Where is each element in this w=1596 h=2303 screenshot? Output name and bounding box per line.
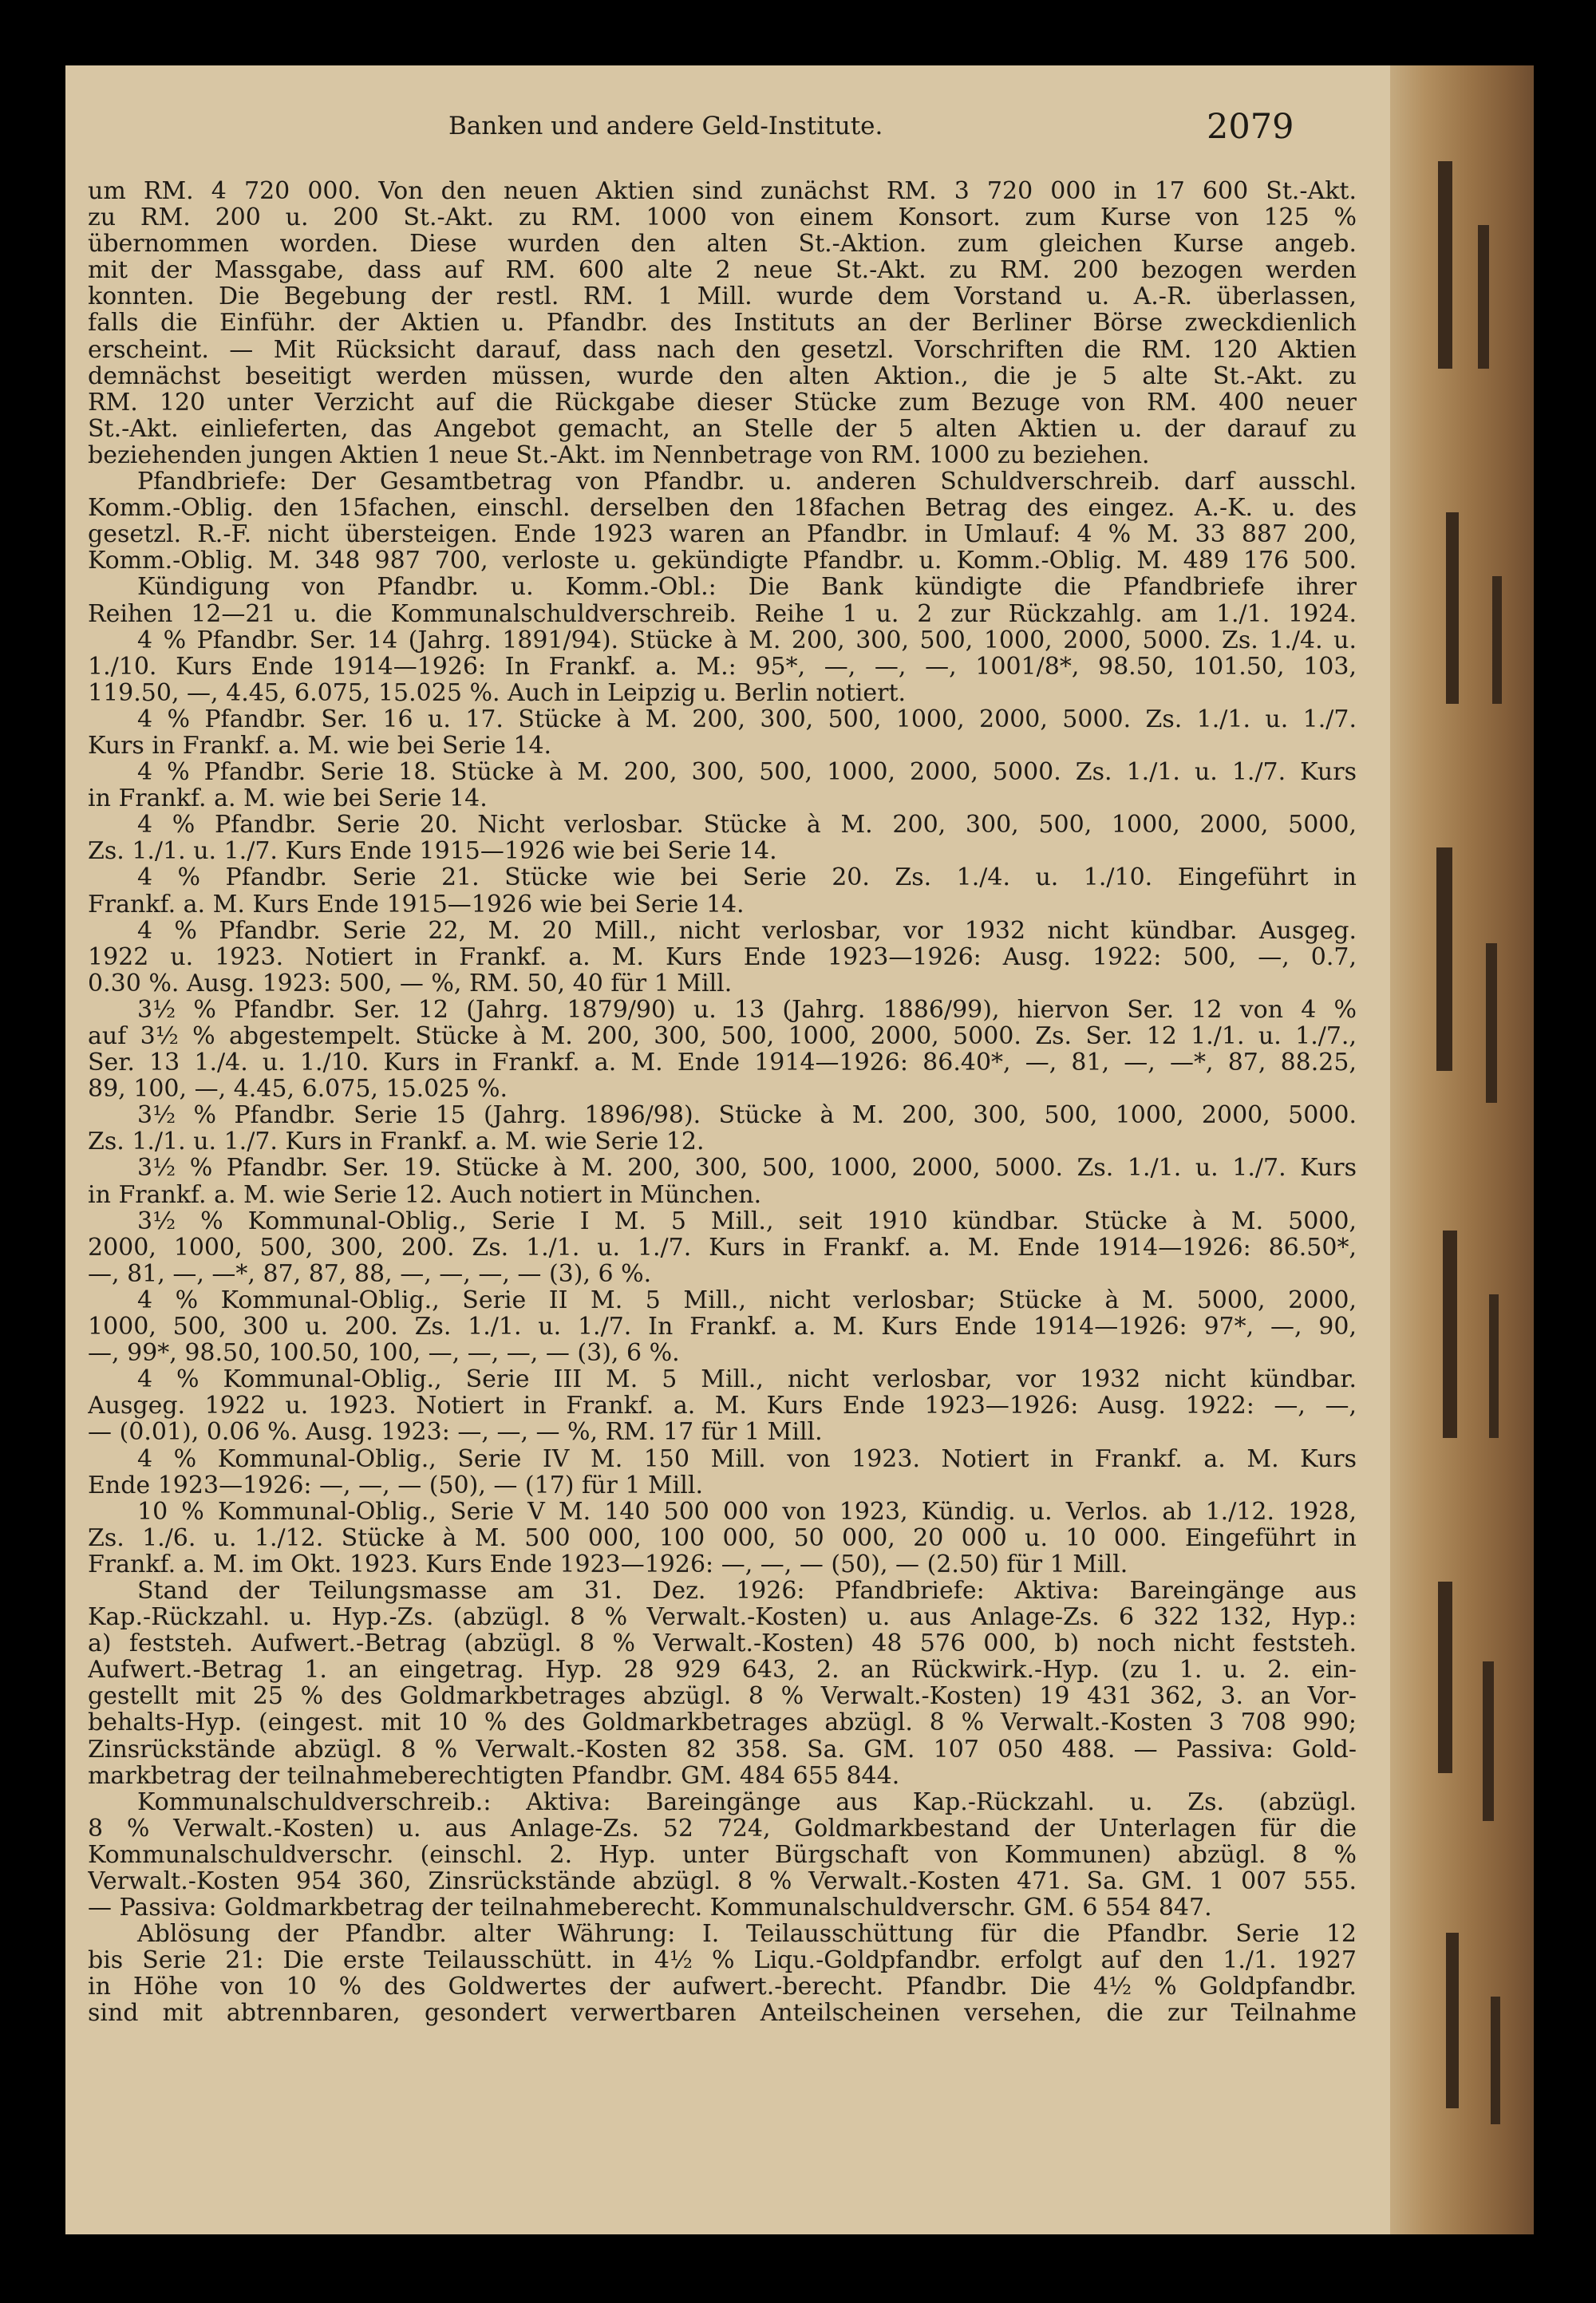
text-line: Zinsrückstände abzügl. 8 % Verwalt.-Kosten 82 358. Sa. GM. 107 050 488. — Passiva: Gold-: [88, 1736, 1357, 1763]
text-line: behalts-Hyp. (eingest. mit 10 % des Goldmarkbetrages abzügl. 8 % Verwalt.-Kosten 3 708 990;: [88, 1709, 1357, 1736]
text-line: Komm.-Oblig. M. 348 987 700, verloste u. gekündigte Pfandbr. u. Komm.-Oblig. M. 489 176 500.: [88, 547, 1357, 575]
page-number: 2079: [1207, 107, 1294, 147]
text-line: Zs. 1./6. u. 1./12. Stücke à M. 500 000, 100 000, 50 000, 20 000 u. 10 000. Eingeführt in: [88, 1524, 1357, 1551]
text-line: Kommunalschuldverschr. (einschl. 2. Hyp. unter Bürgschaft von Kommunen) abzügl. 8 %: [88, 1841, 1357, 1868]
text-line: Kurs in Frankf. a. M. wie bei Serie 14.: [88, 732, 552, 760]
text-line: falls die Einführ. der Aktien u. Pfandbr. des Instituts an der Berliner Börse zweckdienlich: [88, 310, 1357, 337]
text-line: Zs. 1./1. u. 1./7. Kurs Ende 1915—1926 wie bei Serie 14.: [88, 838, 777, 865]
text-line: Komm.-Oblig. den 15fachen, einschl. derselben den 18fachen Betrag des eingez. A.-K. u. des: [88, 495, 1357, 522]
text-line: Frankf. a. M. im Okt. 1923. Kurs Ende 1923—1926: —, —, — (50), — (2.50) für 1 Mill.: [88, 1550, 1128, 1578]
text-line: 1000, 500, 300 u. 200. Zs. 1./1. u. 1./7. In Frankf. a. M. Kurs Ende 1914—1926: 97*, —, 90,: [88, 1313, 1357, 1341]
text-line: 10 % Kommunal-Oblig., Serie V M. 140 500 000 von 1923, Kündig. u. Verlos. ab 1./12. 1928,: [137, 1498, 1357, 1525]
text-line: sind mit abtrennbaren, gesondert verwertbaren Anteilscheinen versehen, die zur Teilnahme: [88, 2000, 1357, 2027]
text-line: übernommen worden. Diese wurden den alten St.-Aktion. zum gleichen Kurse angeb.: [88, 231, 1357, 258]
text-line: 1922 u. 1923. Notiert in Frankf. a. M. Kurs Ende 1923—1926: Ausg. 1922: 500, —, 0.7,: [88, 943, 1357, 970]
text-line: Pfandbriefe: Der Gesamtbetrag von Pfandbr. u. anderen Schuldverschreib. darf ausschl.: [137, 468, 1357, 496]
text-line: bis Serie 21: Die erste Teilausschütt. in 4½ % Liqu.-Goldpfandbr. erfolgt auf den 1./1. 1927: [88, 1947, 1357, 1974]
text-line: 3½ % Pfandbr. Serie 15 (Jahrg. 1896/98). Stücke à M. 200, 300, 500, 1000, 2000, 5000.: [137, 1102, 1357, 1129]
text-line: Reihen 12—21 u. die Kommunalschuldverschreib. Reihe 1 u. 2 zur Rückzahlg. am 1./1. 1924.: [88, 600, 1357, 627]
text-line: demnächst beseitigt werden müssen, wurde den alten Aktion., die je 5 alte St.-Akt. zu: [88, 362, 1357, 389]
text-line: a) feststeh. Aufwert.-Betrag (abzügl. 8 % Verwalt.-Kosten) 48 576 000, b) noch nicht feststeh.: [88, 1630, 1357, 1657]
text-line: gesetzl. R.-F. nicht übersteigen. Ende 1923 waren an Pfandbr. in Umlauf: 4 % M. 33 887 200,: [88, 521, 1357, 548]
text-line: 4 % Pfandbr. Ser. 16 u. 17. Stücke à M. 200, 300, 500, 1000, 2000, 5000. Zs. 1./1. u. 1./7.: [137, 705, 1357, 733]
text-line: mit der Massgabe, dass auf RM. 600 alte 2 neue St.-Akt. zu RM. 200 bezogen werden: [88, 257, 1357, 284]
text-line: 4 % Pfandbr. Ser. 14 (Jahrg. 1891/94). Stücke à M. 200, 300, 500, 1000, 2000, 5000. Zs. 1./4. u.: [137, 626, 1357, 654]
page-edge-stack: [1390, 65, 1534, 2234]
text-line: 0.30 %. Ausg. 1923: 500, — %, RM. 50, 40 für 1 Mill.: [88, 970, 733, 997]
text-line: Ser. 13 1./4. u. 1./10. Kurs in Frankf. a. M. Ende 1914—1926: 86.40*, —, 81, —, —*, 87, 88.25,: [88, 1049, 1357, 1076]
text-line: 8 % Verwalt.-Kosten) u. aus Anlage-Zs. 52 724, Goldmarkbestand der Unterlagen für die: [88, 1815, 1357, 1842]
text-line: erscheint. — Mit Rücksicht darauf, dass nach den gesetzl. Vorschriften die RM. 120 Aktien: [88, 336, 1357, 363]
text-line: gestellt mit 25 % des Goldmarkbetrages abzügl. 8 % Verwalt.-Kosten) 19 431 362, 3. an Vor-: [88, 1683, 1357, 1710]
text-line: zu RM. 200 u. 200 St.-Akt. zu RM. 1000 von einem Konsort. zum Kurse von 125 %: [88, 204, 1357, 231]
text-line: 4 % Kommunal-Oblig., Serie IV M. 150 Mill. von 1923. Notiert in Frankf. a. M. Kurs: [137, 1445, 1357, 1472]
text-line: 4 % Pfandbr. Serie 21. Stücke wie bei Serie 20. Zs. 1./4. u. 1./10. Eingeführt in: [137, 864, 1357, 891]
text-line: RM. 120 unter Verzicht auf die Rückgabe dieser Stücke zum Bezuge von RM. 400 neuer: [88, 389, 1357, 416]
text-line: Aufwert.-Betrag 1. an eingetrag. Hyp. 28 929 643, 2. an Rückwirk.-Hyp. (zu 1. u. 2. ein-: [88, 1657, 1357, 1684]
text-line: Frankf. a. M. Kurs Ende 1915—1926 wie bei Serie 14.: [88, 891, 745, 918]
text-line: 4 % Pfandbr. Serie 22, M. 20 Mill., nicht verlosbar, vor 1932 nicht kündbar. Ausgeg.: [137, 917, 1357, 944]
text-line: 4 % Kommunal-Oblig., Serie II M. 5 Mill., nicht verlosbar; Stücke à M. 5000, 2000,: [137, 1286, 1357, 1314]
text-line: 3½ % Pfandbr. Ser. 19. Stücke à M. 200, 300, 500, 1000, 2000, 5000. Zs. 1./1. u. 1./7. Kurs: [137, 1155, 1357, 1182]
text-line: um RM. 4 720 000. Von den neuen Aktien sind zunächst RM. 3 720 000 in 17 600 St.-Akt.: [88, 178, 1357, 205]
text-line: Kommunalschuldverschreib.: Aktiva: Bareingänge aus Kap.-Rückzahl. u. Zs. (abzügl.: [137, 1788, 1357, 1815]
text-line: 4 % Pfandbr. Serie 20. Nicht verlosbar. Stücke à M. 200, 300, 500, 1000, 2000, 5000,: [137, 812, 1357, 839]
text-line: 89, 100, —, 4.45, 6.075, 15.025 %.: [88, 1076, 508, 1103]
text-line: 4 % Pfandbr. Serie 18. Stücke à M. 200, 300, 500, 1000, 2000, 5000. Zs. 1./1. u. 1./7. Kurs: [137, 759, 1357, 786]
text-line: Kündigung von Pfandbr. u. Komm.-Obl.: Die Bank kündigte die Pfandbriefe ihrer: [137, 574, 1357, 601]
text-line: beziehenden jungen Aktien 1 neue St.-Akt. im Nennbetrage von RM. 1000 zu beziehen.: [88, 441, 1150, 469]
text-line: Zs. 1./1. u. 1./7. Kurs in Frankf. a. M. wie Serie 12.: [88, 1128, 705, 1155]
text-line: Ende 1923—1926: —, —, — (50), — (17) für 1 Mill.: [88, 1471, 704, 1499]
text-line: markbetrag der teilnahmeberechtigten Pfandbr. GM. 484 655 844.: [88, 1762, 900, 1789]
text-line: — Passiva: Goldmarkbetrag der teilnahmeberecht. Kommunalschuldverschr. GM. 6 554 847.: [88, 1894, 1212, 1922]
text-line: Kap.-Rückzahl. u. Hyp.-Zs. (abzügl. 8 % Verwalt.-Kosten) u. aus Anlage-Zs. 6 322 132, Hyp.:: [88, 1604, 1357, 1631]
text-line: —, 99*, 98.50, 100.50, 100, —, —, —, — (3), 6 %.: [88, 1340, 680, 1367]
text-line: 4 % Kommunal-Oblig., Serie III M. 5 Mill., nicht verlosbar, vor 1932 nicht kündbar.: [137, 1366, 1357, 1393]
page-header: [65, 107, 1390, 160]
text-line: Ausgeg. 1922 u. 1923. Notiert in Frankf. a. M. Kurs Ende 1923—1926: Ausg. 1922: —, —,: [88, 1392, 1357, 1420]
text-line: in Frankf. a. M. wie Serie 12. Auch notiert in München.: [88, 1181, 762, 1208]
text-line: 2000, 1000, 500, 300, 200. Zs. 1./1. u. 1./7. Kurs in Frankf. a. M. Ende 1914—1926: 86.50*,: [88, 1234, 1357, 1261]
text-line: 3½ % Pfandbr. Ser. 12 (Jahrg. 1879/90) u. 13 (Jahrg. 1886/99), hiervon Ser. 12 von 4 %: [137, 996, 1357, 1023]
text-line: 3½ % Kommunal-Oblig., Serie I M. 5 Mill., seit 1910 kündbar. Stücke à M. 5000,: [137, 1207, 1357, 1234]
text-line: 119.50, —, 4.45, 6.075, 15.025 %. Auch in Leipzig u. Berlin notiert.: [88, 679, 907, 706]
text-line: in Höhe von 10 % des Goldwertes der aufwert.-berecht. Pfandbr. Die 4½ % Goldpfandbr.: [88, 1973, 1357, 2001]
text-line: —, 81, —, —*, 87, 87, 88, —, —, —, — (3), 6 %.: [88, 1260, 652, 1287]
text-line: Verwalt.-Kosten 954 360, Zinsrückstände abzügl. 8 % Verwalt.-Kosten 471. Sa. GM. 1 007 555.: [88, 1868, 1357, 1895]
text-line: 1./10. Kurs Ende 1914—1926: In Frankf. a. M.: 95*, —, —, —, 1001/8*, 98.50, 101.50, 103,: [88, 653, 1357, 680]
text-line: auf 3½ % abgestempelt. Stücke à M. 200, 300, 500, 1000, 2000, 5000. Zs. Ser. 12 1./1. u. 1./7.,: [88, 1023, 1357, 1050]
text-line: Ablösung der Pfandbr. alter Währung: I. Teilausschüttung für die Pfandbr. Serie 12: [137, 1921, 1357, 1948]
text-line: — (0.01), 0.06 %. Ausg. 1923: —, —, — %, RM. 17 für 1 Mill.: [88, 1419, 823, 1446]
text-line: Stand der Teilungsmasse am 31. Dez. 1926: Pfandbriefe: Aktiva: Bareingänge aus: [137, 1577, 1357, 1605]
text-line: in Frankf. a. M. wie bei Serie 14.: [88, 785, 488, 812]
scanned-book-page: [65, 65, 1534, 2234]
running-title: Banken und andere Geld-Institute.: [448, 112, 883, 140]
text-line: St.-Akt. einlieferten, das Angebot gemacht, an Stelle der 5 alten Aktien u. der darauf zu: [88, 415, 1357, 442]
text-line: konnten. Die Begebung der restl. RM. 1 Mill. wurde dem Vorstand u. A.-R. überlassen,: [88, 283, 1357, 310]
body-text: [88, 178, 1357, 2027]
